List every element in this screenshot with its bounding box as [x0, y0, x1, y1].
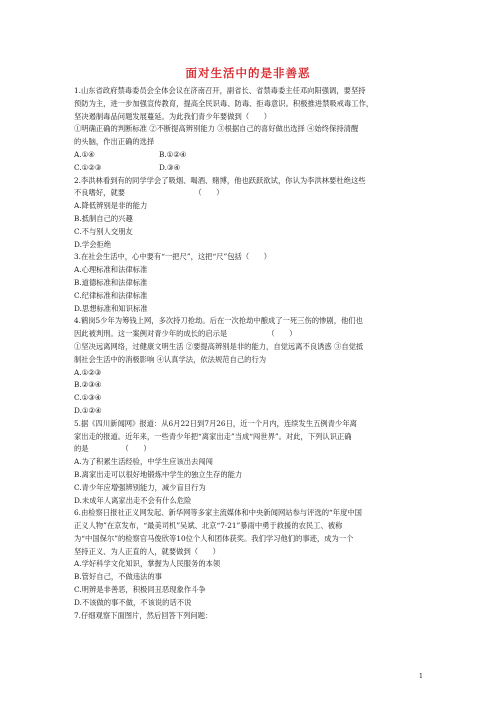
text-line: 制社会生活中的消极影响 ④认真学法，依法规范自己的行为 — [74, 354, 267, 364]
text-line: B.抵制自己的兴趣 — [74, 213, 133, 223]
text-line: 正义人物”在京发布，“最美司机”吴斌、北京“7·21”暴雨中勇于救援的农民工、被称 — [74, 521, 343, 531]
text-line: C.纪律标准和法律标准 — [74, 290, 148, 300]
text-line: 坚决遏制毒品问题发展蔓延。为此我们青少年要做到（ ） — [74, 111, 272, 121]
text-line: 6.由检察日报社正义网发起、新华网等多家主流媒体和中央新闻网站参与评选的“年度中国 — [74, 508, 362, 518]
text-line: D.未成年人离家出走不会有什么危险 — [74, 495, 192, 505]
q1-options-row — [74, 162, 426, 175]
text-line: 3.在社会生活中，心中要有“一把尺”，这把“尺”包括（ ） — [74, 252, 272, 262]
text-line: C.明辨是非善恶，积极同丑恶现象作斗争 — [74, 585, 206, 595]
text-line: B.离家出走可以很好地锻炼中学生的独立生存的能力 — [74, 469, 243, 479]
text-line: 因此被判刑。这一案例对青少年的成长的启示是 （ ） — [74, 329, 297, 339]
option-b: B.①②④ — [159, 149, 187, 159]
q1-options-row — [74, 149, 426, 162]
text-line: ①坚决远离网络，过健康文明生活 ②要提高辨别是非的能力，自觉远离不良诱惑 ③自觉抵 — [74, 341, 364, 351]
text-line: A.为了积累生活经验，中学生应该出去闯闯 — [74, 457, 213, 467]
text-line: 坚持正义、为人正直的人，就要做到（ ） — [74, 546, 220, 556]
text-line: D.不该做的事不做，不该说的话不说 — [74, 597, 192, 607]
text-line: 1.山东省政府禁毒委员会全体会议在济南召开，副省长、省禁毒委主任邓向阳强调，要坚持 — [74, 86, 366, 95]
text-line: C.①③④ — [74, 393, 102, 403]
option-d: D.③④ — [159, 162, 180, 172]
text-line: B.②③④ — [74, 380, 102, 390]
text-line: A.①②③ — [74, 367, 102, 377]
text-line: 4.鹤岗5少年为筹钱上网，多次持刀抢劫。后在一次抢劫中酿成了一死三伤的惨剧，他们也 — [74, 316, 363, 326]
text-line: A.学好科学文化知识，掌握为人民服务的本领 — [74, 559, 221, 569]
text-line: 不良嗜好，就要 （ ） — [74, 188, 224, 198]
text-line: ①明确正确的判断标准 ②不断提高辨别能力 ③根据自己的喜好做出选择 ④始终保持清醒 — [74, 124, 359, 134]
text-line: 的头脑，作出正确的选择 — [74, 137, 155, 147]
text-line: 为“中国保尔”的检察官马俊欣等10位个人和团体获奖。我们学习他们的事迹，成为一个 — [74, 533, 354, 543]
option-a: A.①④ — [74, 149, 95, 159]
option-c: C.①②③ — [74, 162, 102, 172]
text-line: B.道德标准和法律标准 — [74, 277, 148, 287]
text-line: 家出走的报道。近年来，一些青少年把“离家出走”当成“闯世界”。对此，下列认识正确 — [74, 431, 352, 441]
text-line: D.①②④ — [74, 405, 102, 415]
text-line: 7.仔细观察下面图片，然后回答下列问题： — [74, 610, 213, 620]
page-number: 1 — [418, 672, 423, 680]
text-line: C.不与别人交朋友 — [74, 226, 133, 236]
document-body — [74, 85, 426, 622]
text-line: 5.据《四川新闻网》报道：从6月22日到7月26日，近一个月内，连续发生五例青少年离 — [74, 418, 357, 428]
text-line: A.心理标准和法律标准 — [74, 265, 148, 275]
text-line: 的是 （ ） — [74, 444, 151, 454]
text-line: D.学会拒绝 — [74, 239, 112, 249]
text-line: B.管好自己，不做违法的事 — [74, 572, 162, 582]
text-line: D.思想标准和知识标准 — [74, 303, 148, 313]
text-line: C.青少年应增强辨别能力，减少盲目行为 — [74, 482, 206, 492]
text-line: A.降低辨别是非的能力 — [74, 201, 148, 211]
text-line: 预防为主，进一步加强宣传教育，提高全民识毒、防毒、拒毒意识。积极推进禁吸戒毒工作， — [74, 98, 374, 108]
page-title: 面对生活中的是非善恶 — [185, 66, 311, 80]
text-line: 2.李洪林看到有的同学学会了吸烟、喝酒、赌博，他也跃跃欲试，你认为李洪林要杜绝这些 — [74, 175, 366, 185]
